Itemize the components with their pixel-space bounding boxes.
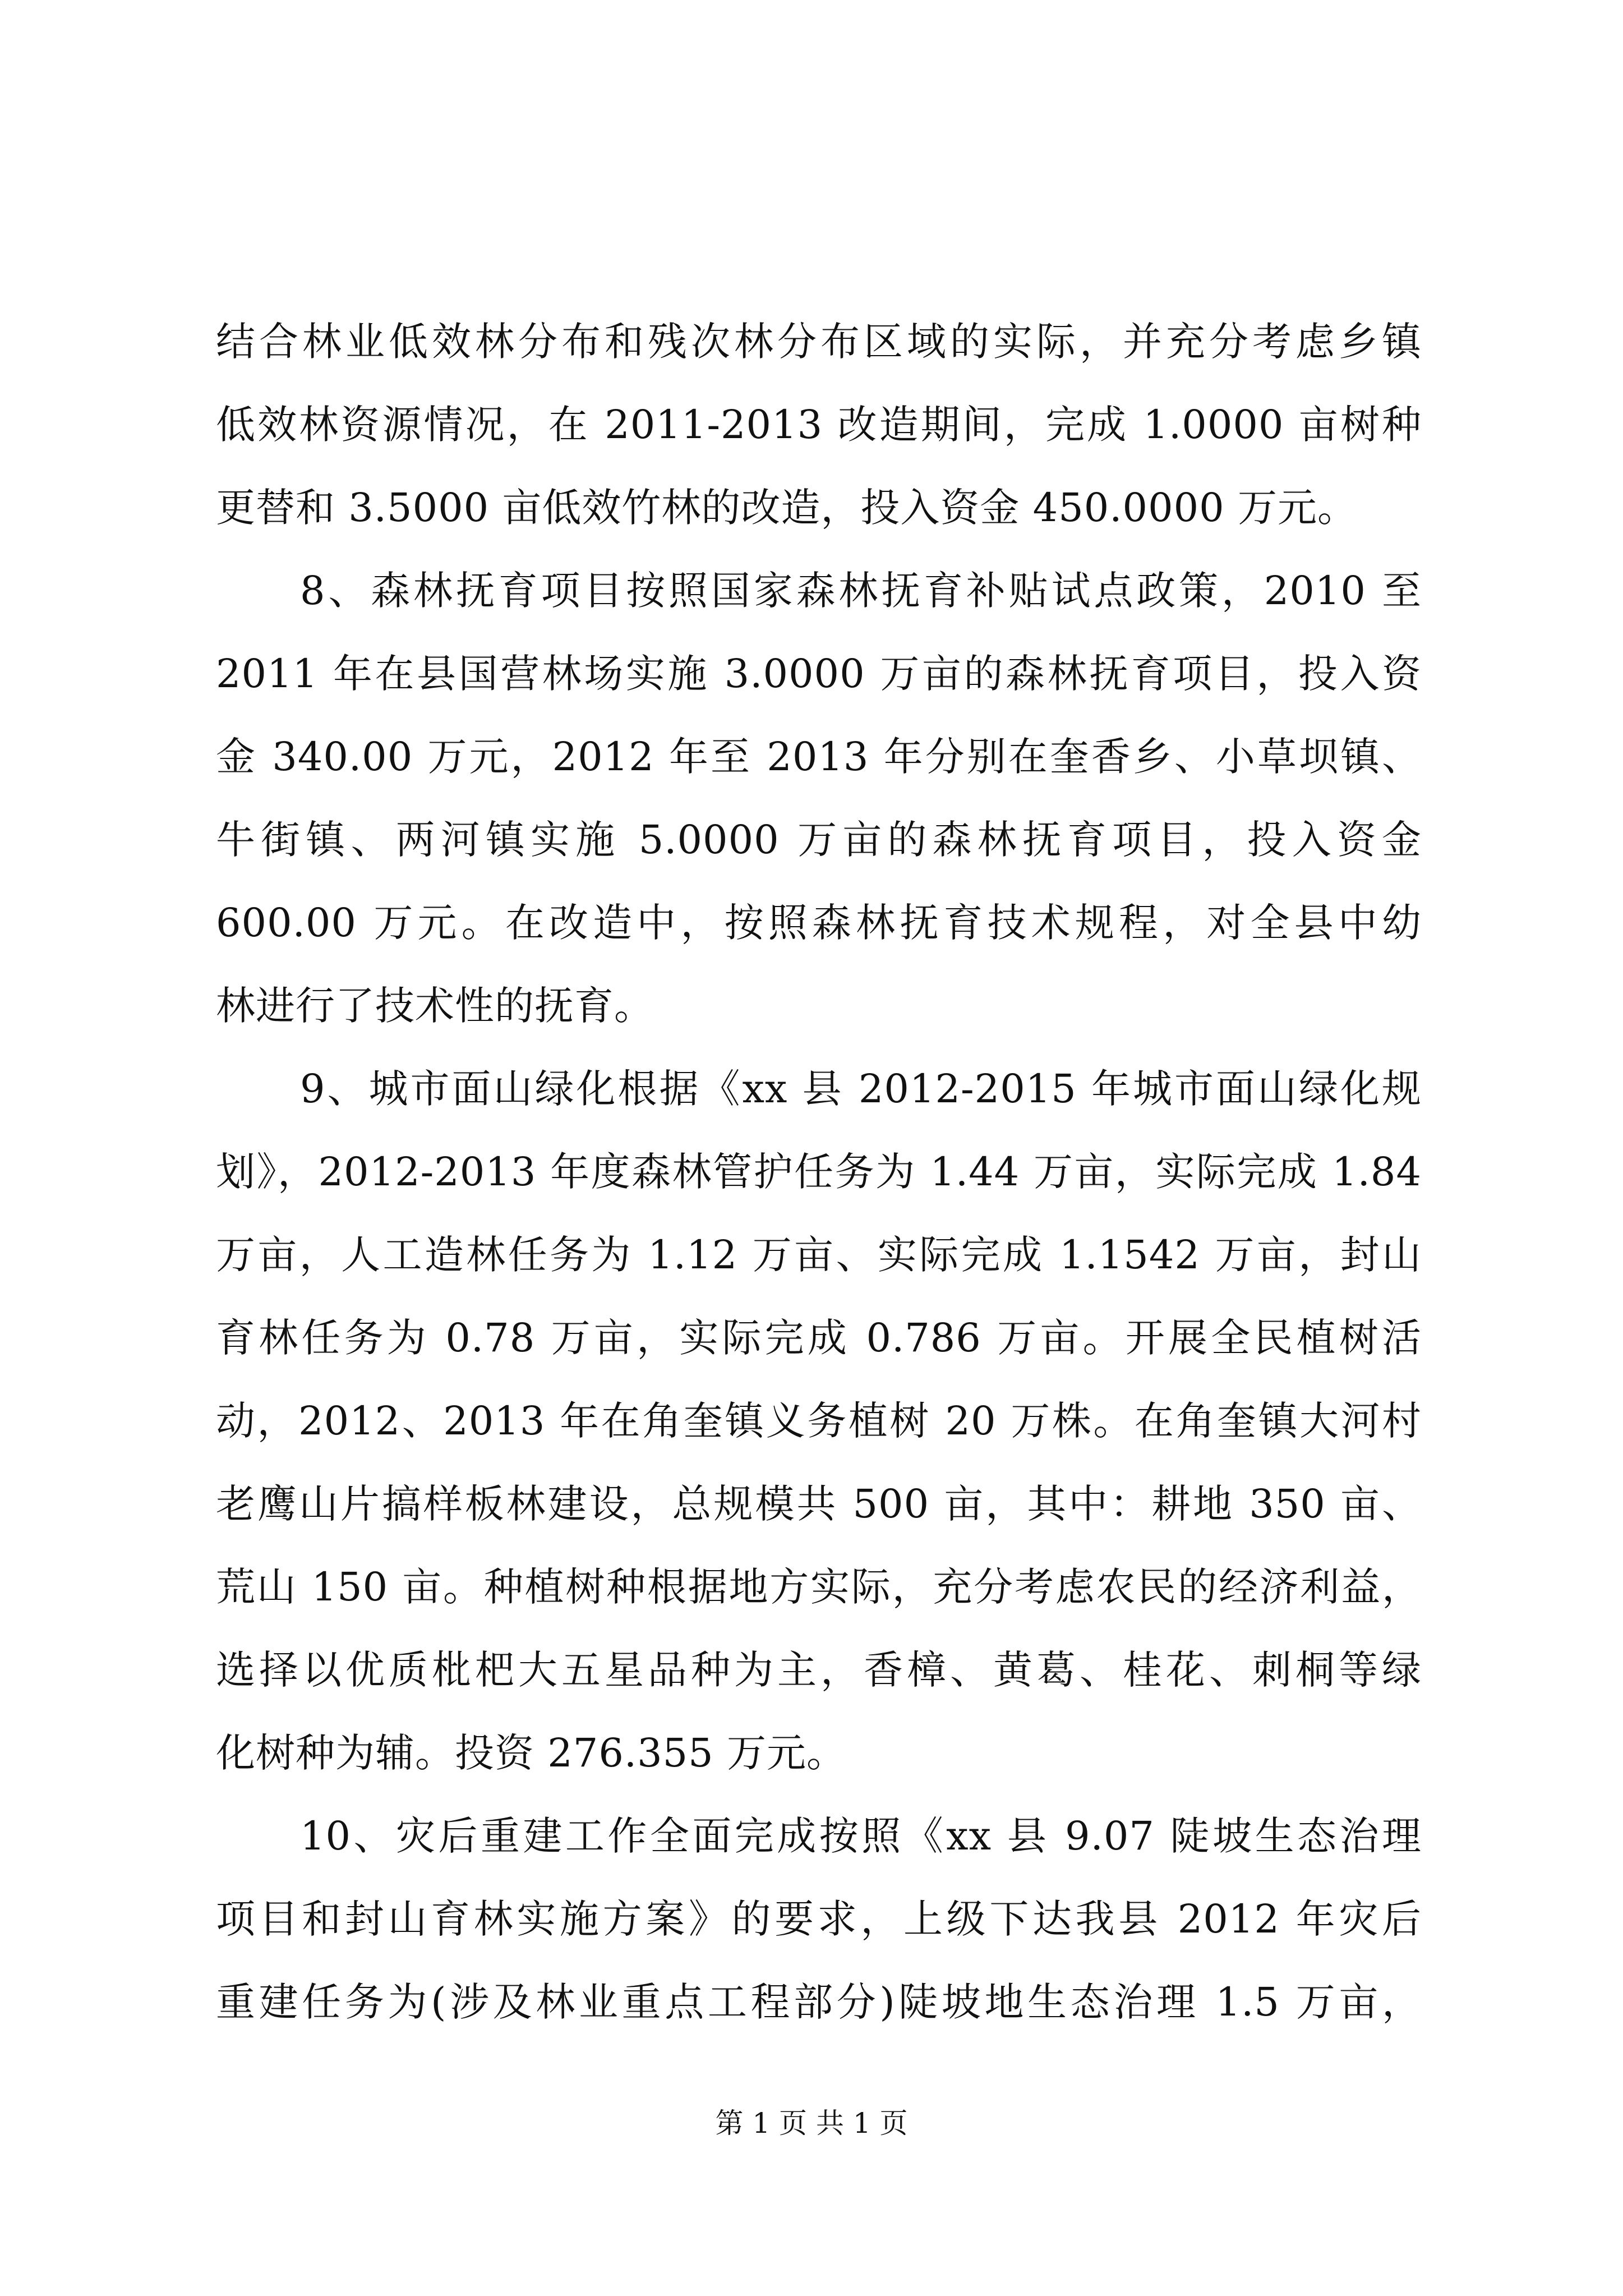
- text-line: 育林任务为 0.78 万亩，实际完成 0.786 万亩。开展全民植树活: [216, 1315, 1422, 1361]
- page-footer: 第 1 页 共 1 页: [715, 2107, 908, 2139]
- text-line: 2011 年在县国营林场实施 3.0000 万亩的森林抚育项目，投入资: [216, 651, 1422, 697]
- text-line-paragraph-start: 10、灾后重建工作全面完成按照《xx 县 9.07 陡坡生态治理: [300, 1813, 1422, 1859]
- text-line: 金 340.00 万元，2012 年至 2013 年分别在奎香乡、小草坝镇、: [216, 734, 1422, 780]
- text-line: 化树种为辅。投资 276.355 万元。: [216, 1730, 846, 1776]
- text-line: 林进行了技术性的抚育。: [216, 983, 654, 1029]
- text-line: 划》，2012-2013 年度森林管护任务为 1.44 万亩，实际完成 1.84: [216, 1149, 1422, 1195]
- text-line: 万亩，人工造林任务为 1.12 万亩、实际完成 1.1542 万亩，封山: [216, 1232, 1422, 1278]
- text-line: 重建任务为(涉及林业重点工程部分)陡坡地生态治理 1.5 万亩，: [216, 1979, 1422, 2025]
- text-line-paragraph-start: 9、城市面山绿化根据《xx 县 2012-2015 年城市面山绿化规: [300, 1066, 1422, 1112]
- text-line: 老鹰山片搞样板林建设，总规模共 500 亩，其中：耕地 350 亩、: [216, 1481, 1422, 1527]
- text-line: 项目和封山育林实施方案》的要求，上级下达我县 2012 年灾后: [216, 1896, 1422, 1942]
- text-line-paragraph-start: 8、森林抚育项目按照国家森林抚育补贴试点政策，2010 至: [300, 568, 1422, 614]
- text-line: 低效林资源情况，在 2011-2013 改造期间，完成 1.0000 亩树种: [216, 402, 1422, 448]
- text-line: 选择以优质枇杷大五星品种为主，香樟、黄葛、桂花、刺桐等绿: [216, 1647, 1422, 1693]
- text-line: 结合林业低效林分布和残次林分布区域的实际，并充分考虑乡镇: [216, 319, 1422, 365]
- document-body: [216, 300, 1422, 2044]
- text-line: 牛街镇、两河镇实施 5.0000 万亩的森林抚育项目，投入资金: [216, 817, 1422, 863]
- text-line: 动，2012、2013 年在角奎镇义务植树 20 万株。在角奎镇大河村: [216, 1398, 1422, 1444]
- text-line: 更替和 3.5000 亩低效竹林的改造，投入资金 450.0000 万元。: [216, 485, 1357, 531]
- text-line: 600.00 万元。在改造中，按照森林抚育技术规程，对全县中幼: [216, 900, 1422, 946]
- text-line: 荒山 150 亩。种植树种根据地方实际，充分考虑农民的经济利益，: [216, 1564, 1422, 1610]
